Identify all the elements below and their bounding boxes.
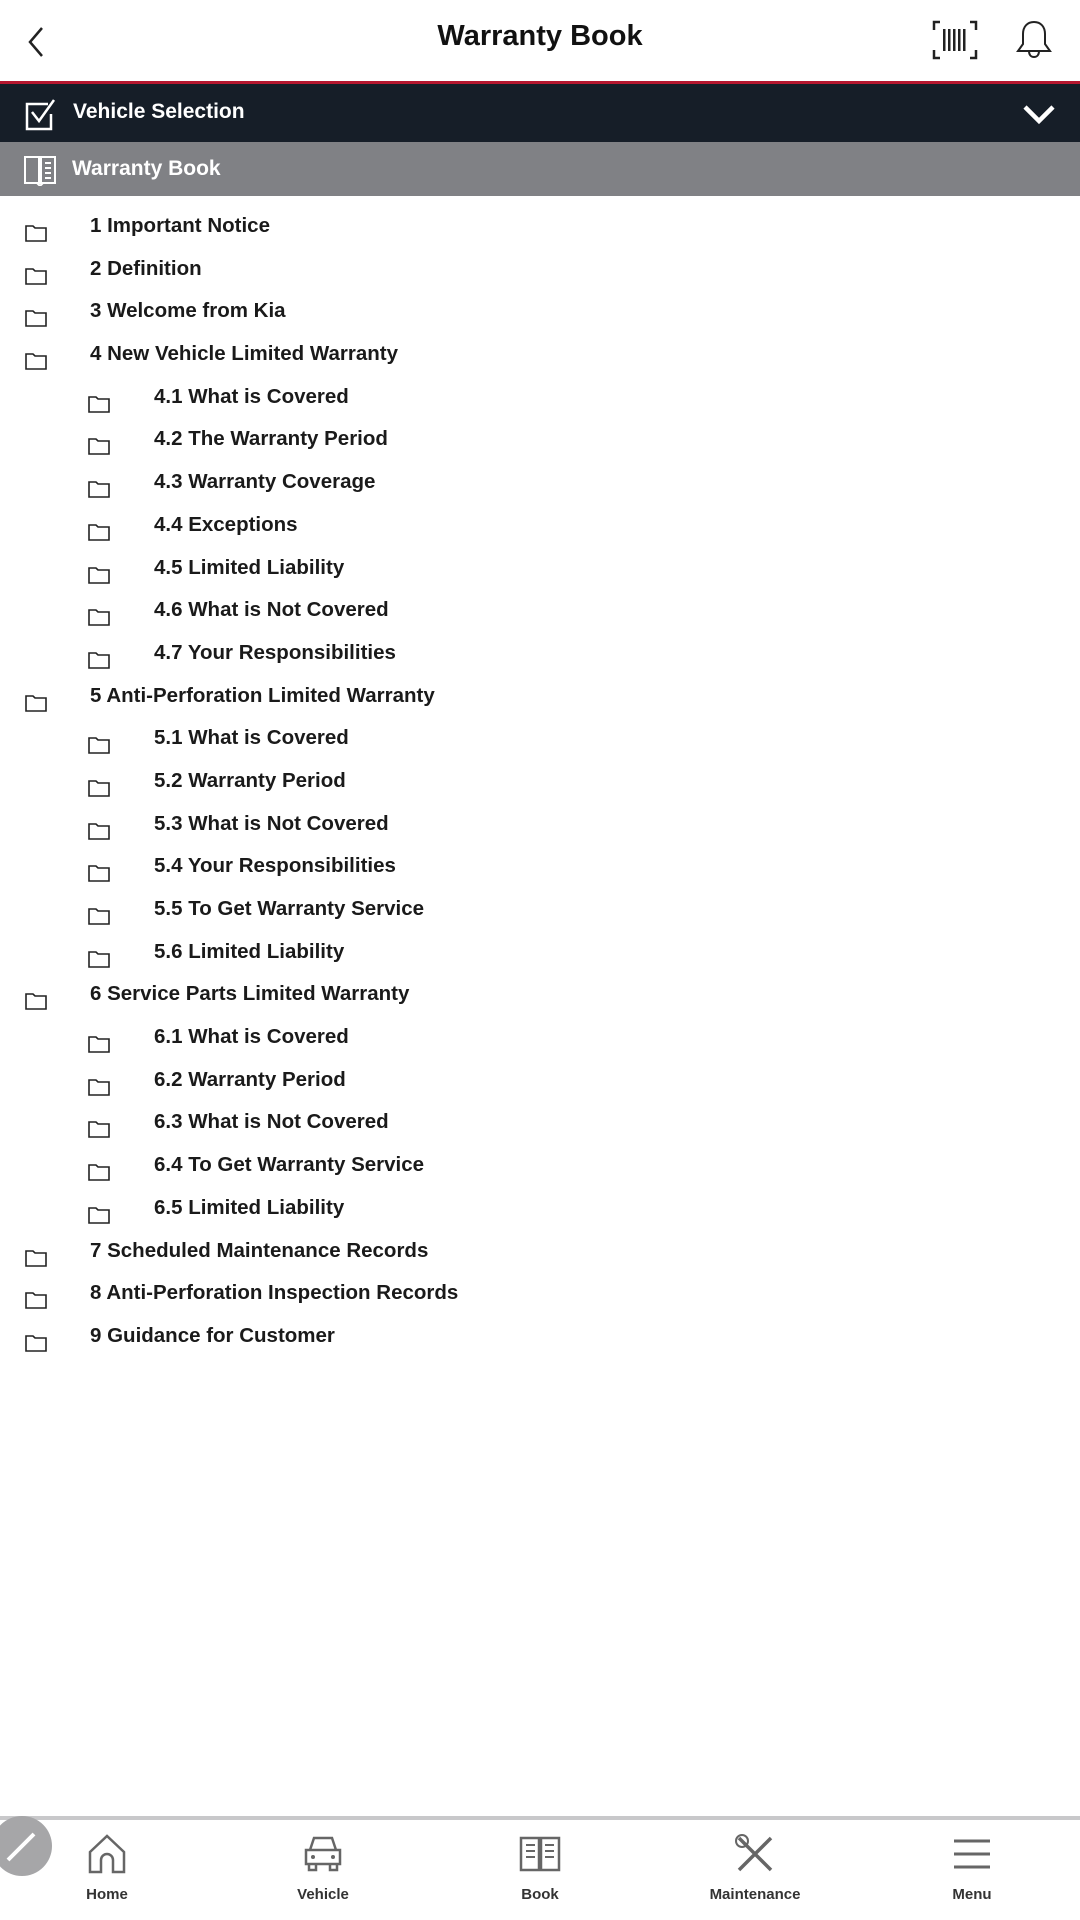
chevron-down-icon[interactable] <box>1022 102 1056 126</box>
toc-item[interactable] <box>0 505 1080 548</box>
toc-item-label: 4.2 The Warranty Period <box>154 427 388 451</box>
bottom-navigation <box>0 1820 1080 1920</box>
folder-icon <box>88 651 110 669</box>
toc-item-label: 4.3 Warranty Coverage <box>154 470 376 494</box>
toc-item[interactable] <box>0 1231 1080 1274</box>
book-icon <box>23 154 57 186</box>
nav-home-label: Home <box>86 1886 128 1903</box>
toc-item-label: 4.1 What is Covered <box>154 384 349 408</box>
vehicle-selection-dropdown[interactable] <box>0 84 1080 142</box>
toc-item[interactable] <box>0 1017 1080 1060</box>
barcode-scan-icon[interactable] <box>932 20 978 60</box>
toc-item-label: 6.4 To Get Warranty Service <box>154 1153 425 1177</box>
toc-item-label: 5.3 What is Not Covered <box>154 811 389 835</box>
toc-item-label: 5.1 What is Covered <box>154 726 349 750</box>
folder-icon <box>88 566 110 584</box>
toc-item-label: 1 Important Notice <box>90 214 270 237</box>
home-icon <box>85 1832 129 1876</box>
folder-icon <box>88 480 110 498</box>
toc-item[interactable] <box>0 462 1080 505</box>
toc-item[interactable] <box>0 377 1080 420</box>
toc-item-label: 5 Anti-Perforation Limited Warranty <box>90 683 435 707</box>
toc-item[interactable] <box>0 932 1080 975</box>
toc-item[interactable] <box>0 1188 1080 1231</box>
toc-item-label: 5.6 Limited Liability <box>154 939 345 963</box>
folder-icon <box>25 1334 47 1352</box>
folder-icon <box>88 822 110 840</box>
nav-vehicle-label: Vehicle <box>297 1886 349 1903</box>
toc-item-label: 7 Scheduled Maintenance Records <box>90 1238 429 1262</box>
toc-item[interactable] <box>0 761 1080 804</box>
folder-icon <box>25 1249 47 1267</box>
folder-icon <box>88 1078 110 1096</box>
tools-icon <box>733 1832 777 1876</box>
top-bar <box>0 0 1080 81</box>
section-header <box>0 142 1080 196</box>
pencil-icon <box>0 1816 52 1876</box>
vehicle-selection-label: Vehicle Selection <box>73 100 245 123</box>
toc-item[interactable] <box>0 249 1080 292</box>
folder-icon <box>88 1163 110 1181</box>
toc-item[interactable] <box>0 804 1080 847</box>
toc-item[interactable] <box>0 548 1080 591</box>
folder-icon <box>88 1120 110 1138</box>
notification-bell-icon[interactable] <box>1014 18 1054 62</box>
toc-item-label: 6.5 Limited Liability <box>154 1195 345 1219</box>
folder-icon <box>25 267 47 285</box>
toc-item[interactable] <box>0 206 1080 249</box>
toc-item-label: 6 Service Parts Limited Warranty <box>90 982 410 1006</box>
folder-icon <box>25 992 47 1010</box>
folder-icon <box>88 950 110 968</box>
folder-icon <box>88 1206 110 1224</box>
toc-item[interactable] <box>0 1145 1080 1188</box>
toc-item-label: 2 Definition <box>90 256 202 280</box>
book-icon <box>518 1832 562 1876</box>
nav-menu-label: Menu <box>952 1886 992 1903</box>
folder-icon <box>25 352 47 370</box>
page-title: Warranty Book <box>437 20 643 52</box>
toc-item[interactable] <box>0 1316 1080 1359</box>
warranty-book-toc <box>0 206 1080 1359</box>
toc-item[interactable] <box>0 419 1080 462</box>
toc-item[interactable] <box>0 291 1080 334</box>
toc-item-label: 6.3 What is Not Covered <box>154 1110 389 1134</box>
toc-item[interactable] <box>0 718 1080 761</box>
toc-item-label: 6.1 What is Covered <box>154 1025 349 1049</box>
toc-item-label: 5.4 Your Responsibilities <box>154 854 396 878</box>
nav-vehicle[interactable] <box>248 1820 398 1920</box>
section-title: Warranty Book <box>72 157 221 180</box>
car-icon <box>301 1832 345 1876</box>
folder-icon <box>88 608 110 626</box>
toc-item[interactable] <box>0 974 1080 1017</box>
toc-item[interactable] <box>0 633 1080 676</box>
folder-icon <box>88 437 110 455</box>
hamburger-menu-icon <box>950 1832 994 1876</box>
folder-icon <box>88 779 110 797</box>
toc-item[interactable] <box>0 1273 1080 1316</box>
toc-item-label: 4.6 What is Not Covered <box>154 598 389 622</box>
toc-item-label: 6.2 Warranty Period <box>154 1067 346 1091</box>
folder-icon <box>25 224 47 242</box>
folder-icon <box>88 907 110 925</box>
toc-item[interactable] <box>0 889 1080 932</box>
folder-icon <box>88 1035 110 1053</box>
toc-item[interactable] <box>0 846 1080 889</box>
toc-item[interactable] <box>0 334 1080 377</box>
toc-item[interactable] <box>0 590 1080 633</box>
toc-item-label: 4.4 Exceptions <box>154 512 298 536</box>
folder-icon <box>25 1291 47 1309</box>
toc-item-label: 4.5 Limited Liability <box>154 555 345 579</box>
nav-maintenance[interactable] <box>680 1820 830 1920</box>
nav-book-label: Book <box>521 1886 559 1903</box>
toc-item-label: 4.7 Your Responsibilities <box>154 640 396 664</box>
nav-maintenance-label: Maintenance <box>709 1886 801 1903</box>
folder-icon <box>88 523 110 541</box>
nav-book[interactable] <box>465 1820 615 1920</box>
folder-icon <box>25 694 47 712</box>
checkbox-icon <box>24 98 56 132</box>
folder-icon <box>88 395 110 413</box>
folder-icon <box>88 864 110 882</box>
toc-item-label: 5.2 Warranty Period <box>154 768 346 792</box>
edit-floating-button[interactable] <box>0 1816 52 1876</box>
toc-item-label: 5.5 To Get Warranty Service <box>154 897 425 920</box>
toc-item-label: 3 Welcome from Kia <box>90 299 286 323</box>
folder-icon <box>25 309 47 327</box>
toc-item-label: 4 New Vehicle Limited Warranty <box>90 342 398 366</box>
toc-item[interactable] <box>0 1102 1080 1145</box>
folder-icon <box>88 736 110 754</box>
nav-menu[interactable] <box>897 1820 1047 1920</box>
nav-home[interactable] <box>32 1820 182 1920</box>
toc-item-label: 8 Anti-Perforation Inspection Records <box>90 1281 459 1305</box>
toc-item-label: 9 Guidance for Customer <box>90 1323 335 1347</box>
toc-item[interactable] <box>0 1060 1080 1103</box>
toc-item[interactable] <box>0 676 1080 719</box>
